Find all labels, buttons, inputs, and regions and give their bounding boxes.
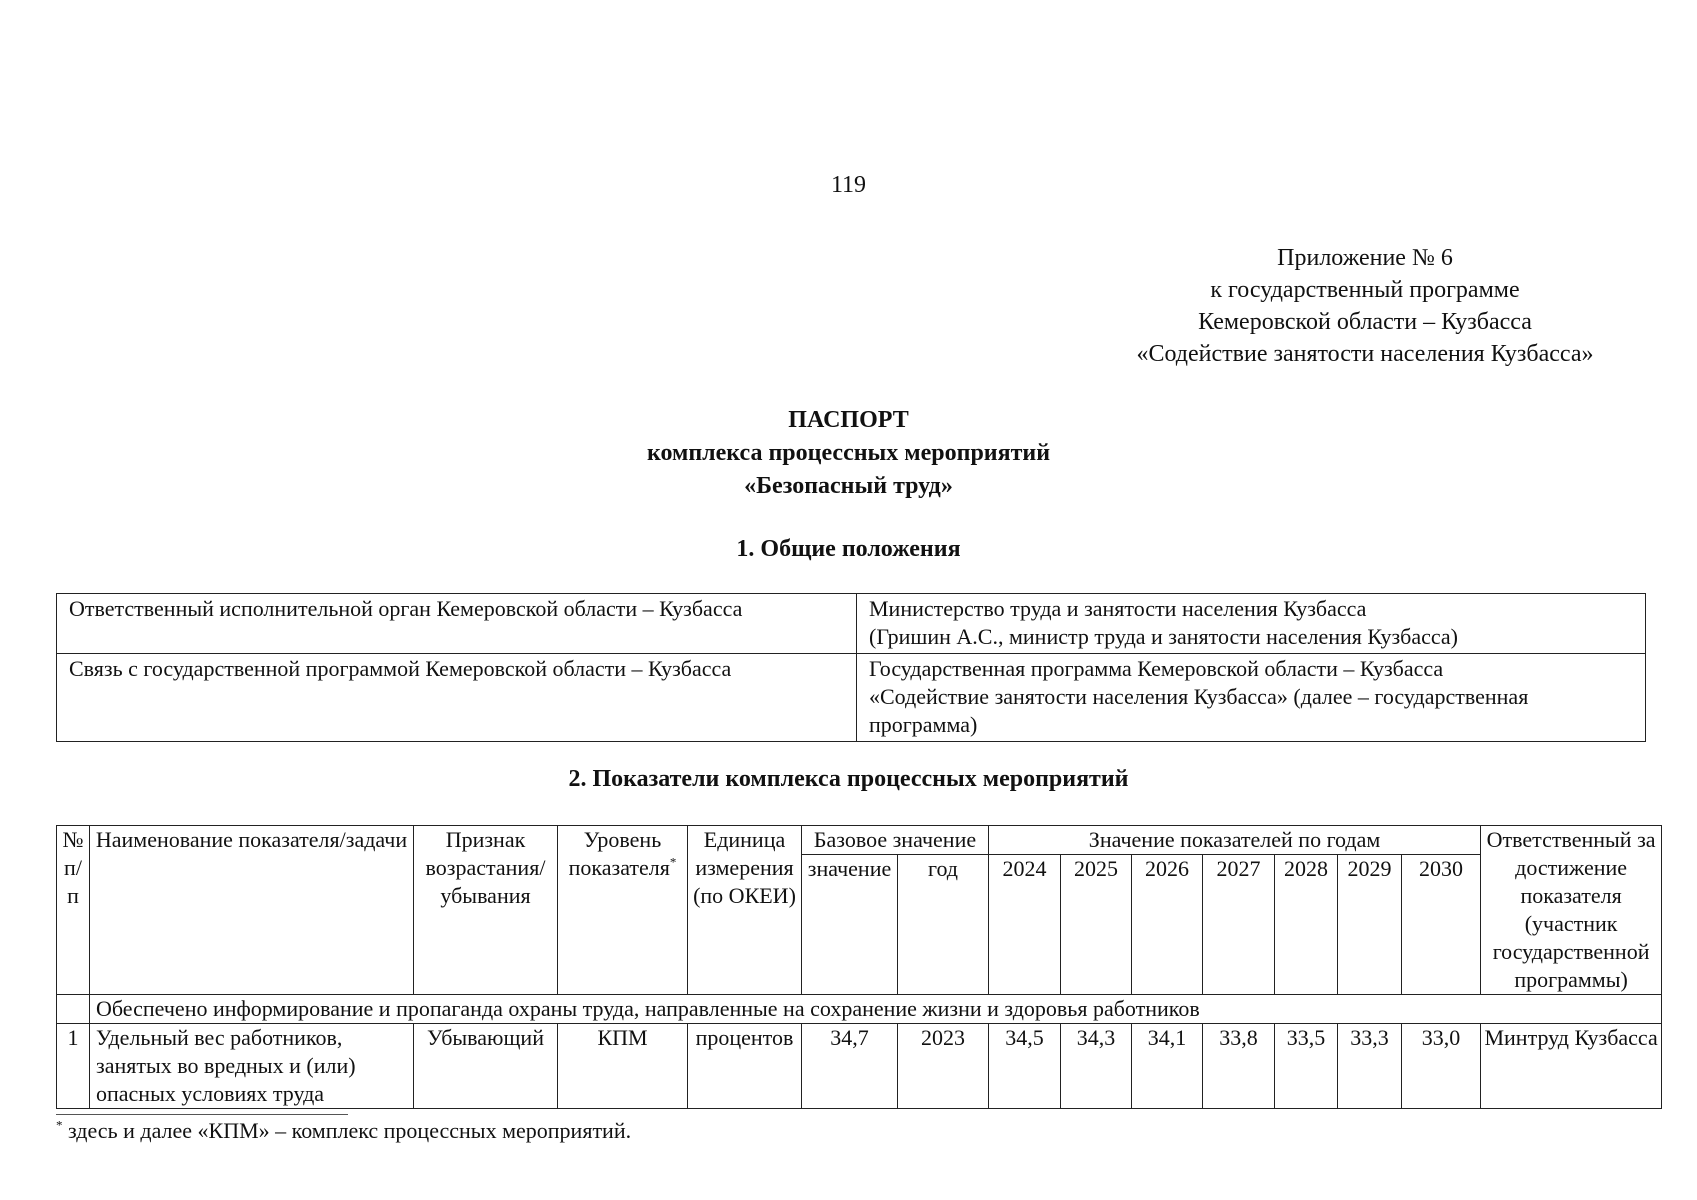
appendix-line: Приложение № 6 — [1277, 245, 1453, 271]
cell-sign: Убывающий — [414, 1024, 558, 1109]
table-row — [57, 1024, 1662, 1109]
cell-year-value: 33,0 — [1402, 1024, 1481, 1109]
col-header-year: 2024 — [989, 855, 1061, 995]
task-text: Обеспечено информирование и пропаганда охраны труда, направленные на сохранение жизни и здоровья работников — [90, 995, 1662, 1024]
indicators-table — [56, 825, 1662, 1109]
col-header-year: 2027 — [1203, 855, 1275, 995]
value-line: «Содействие занятости населения Кузбасса» (далее – государственная программа) — [869, 684, 1529, 737]
table-row — [57, 654, 1646, 742]
general-provisions-table — [56, 593, 1646, 742]
appendix-line: к государственный программе — [1210, 277, 1520, 303]
passport-title — [0, 404, 1697, 503]
col-header-year: 2029 — [1338, 855, 1402, 995]
footnote-mark: * — [669, 854, 677, 870]
passport-subtitle: комплекса процессных мероприятий — [646, 440, 1051, 466]
cell-base-value: 34,7 — [802, 1024, 898, 1109]
page-number: 119 — [830, 172, 867, 198]
col-header-base-year: год — [898, 855, 989, 995]
cell-level: КПМ — [558, 1024, 688, 1109]
cell-year-value: 34,1 — [1132, 1024, 1203, 1109]
table-row — [57, 594, 1646, 654]
col-header-level — [558, 826, 688, 995]
passport-name: «Безопасный труд» — [744, 473, 953, 499]
appendix-block — [1080, 242, 1650, 370]
footnote — [56, 1118, 631, 1144]
cell-year-value: 33,3 — [1338, 1024, 1402, 1109]
cell-year-value: 33,5 — [1275, 1024, 1338, 1109]
cell-num: 1 — [57, 1024, 90, 1109]
cell-name: Удельный вес работников, занятых во вредных и (или) опасных условиях труда — [90, 1024, 414, 1109]
task-row — [57, 995, 1662, 1024]
col-header-name: Наименование показателя/задачи — [90, 826, 414, 995]
row-value — [857, 594, 1646, 654]
row-label: Связь с государственной программой Кемеровской области – Кузбасса — [57, 654, 857, 742]
col-header-num: № п/п — [57, 826, 90, 995]
col-header-year: 2026 — [1132, 855, 1203, 995]
footnote-text: здесь и далее «КПМ» – комплекс процессных мероприятий. — [62, 1118, 632, 1143]
cell-base-year: 2023 — [898, 1024, 989, 1109]
cell-unit: процентов — [688, 1024, 802, 1109]
col-header-year: 2025 — [1061, 855, 1132, 995]
row-value — [857, 654, 1646, 742]
task-num — [57, 995, 90, 1024]
value-line: Министерство труда и занятости населения Кузбасса — [869, 596, 1367, 621]
row-label: Ответственный исполнительной орган Кемеровской области – Кузбасса — [57, 594, 857, 654]
col-header-base: Базовое значение — [802, 826, 989, 855]
col-header-base-value: значение — [802, 855, 898, 995]
appendix-line: Кемеровской области – Кузбасса — [1198, 309, 1532, 335]
footnote-mark: * — [56, 1117, 63, 1133]
col-header-year: 2030 — [1402, 855, 1481, 995]
cell-responsible: Минтруд Кузбасса — [1481, 1024, 1662, 1109]
section-heading-indicators: 2. Показатели комплекса процессных мероприятий — [568, 766, 1129, 792]
value-line: Государственная программа Кемеровской области – Кузбасса — [869, 656, 1444, 681]
col-header-year: 2028 — [1275, 855, 1338, 995]
col-header-sign: Признак возрастания/ убывания — [414, 826, 558, 995]
cell-year-value: 34,3 — [1061, 1024, 1132, 1109]
appendix-line: «Содействие занятости населения Кузбасса» — [1136, 341, 1594, 367]
cell-year-value: 33,8 — [1203, 1024, 1275, 1109]
col-header-unit: Единица измерения (по ОКЕИ) — [688, 826, 802, 995]
col-header-years: Значение показателей по годам — [989, 826, 1481, 855]
level-text: Уровень показателя — [568, 827, 670, 880]
section-heading-general: 1. Общие положения — [736, 536, 961, 562]
cell-year-value: 34,5 — [989, 1024, 1061, 1109]
header-row — [57, 826, 1662, 855]
passport-heading: ПАСПОРТ — [788, 407, 909, 433]
col-header-responsible: Ответственный за достижение показателя (участник государственной программы) — [1481, 826, 1662, 995]
footnote-divider — [56, 1114, 348, 1115]
value-line: (Гришин А.С., министр труда и занятости населения Кузбасса) — [869, 624, 1458, 649]
